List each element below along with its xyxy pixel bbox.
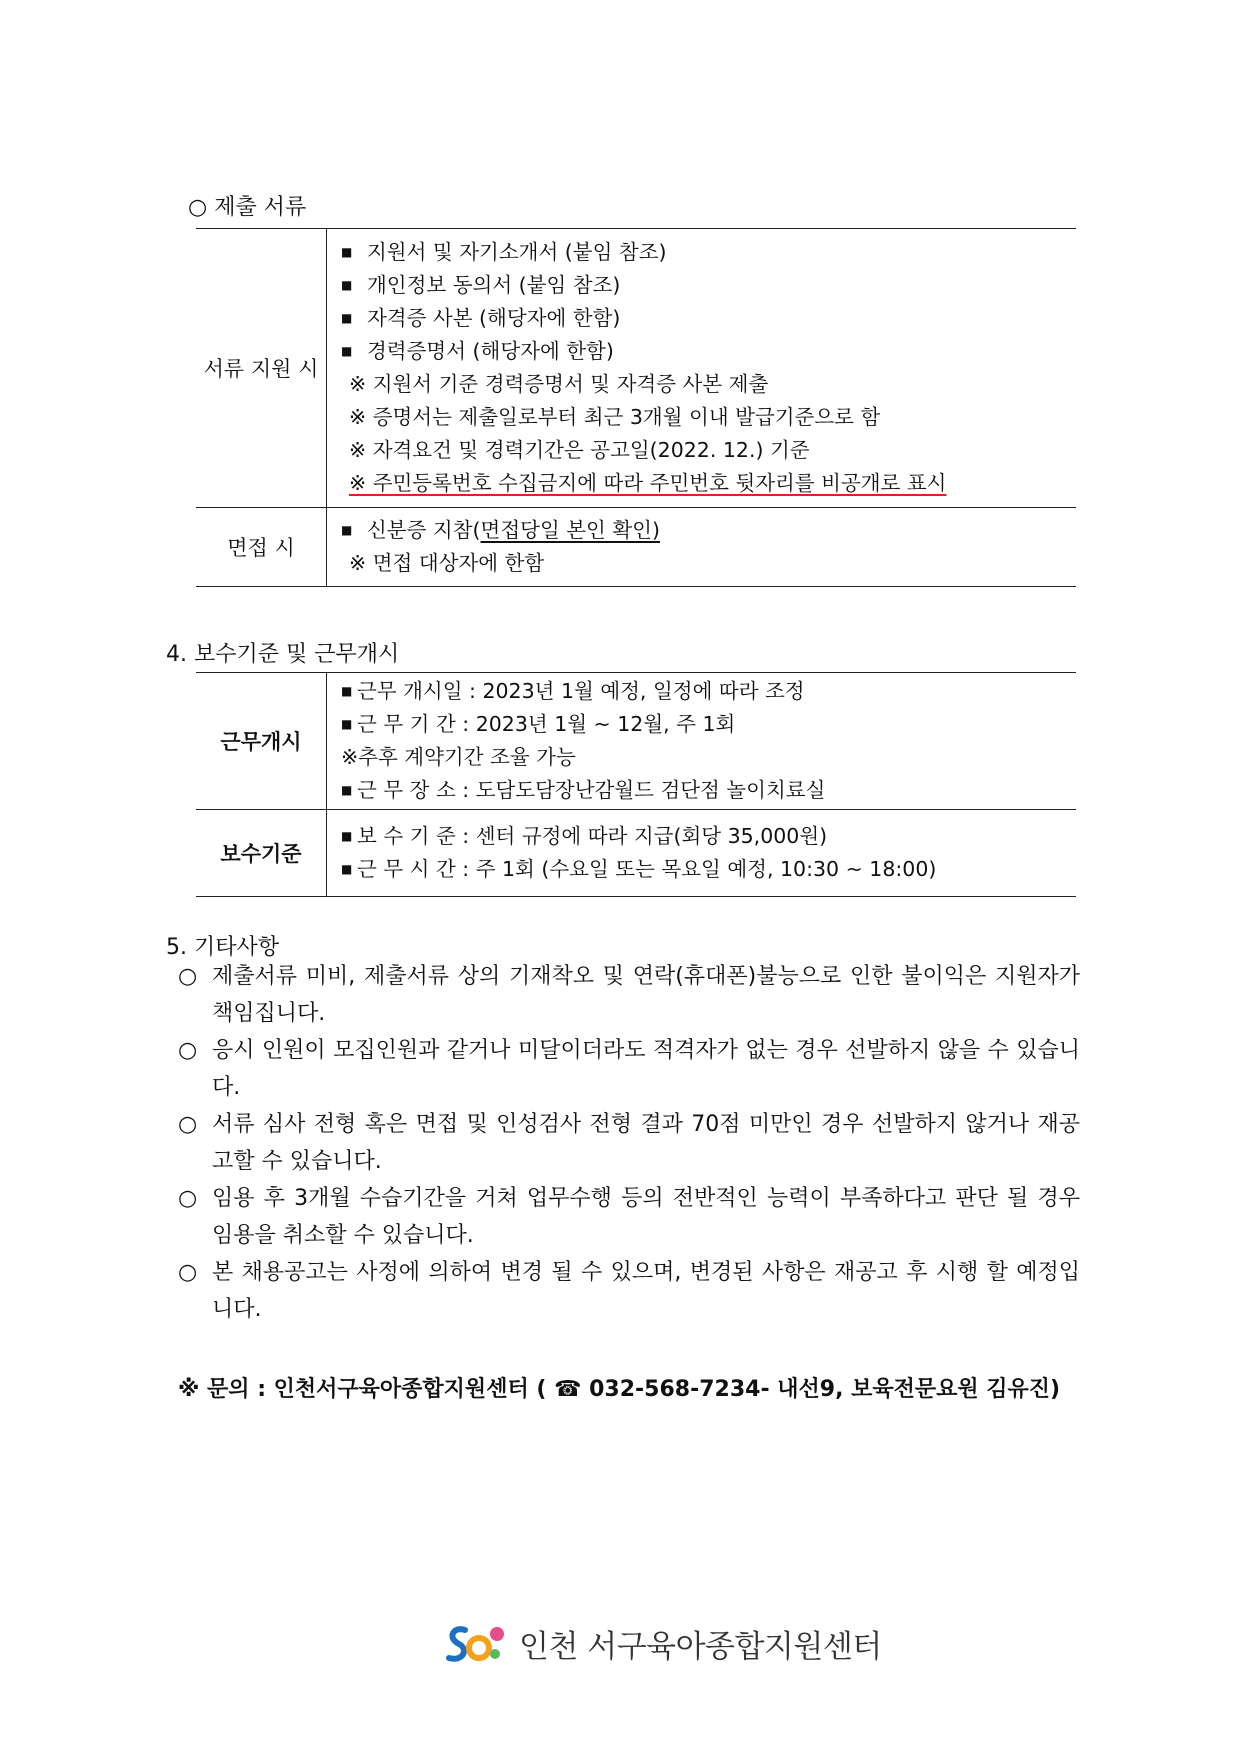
list-item: ■ 근 무 장 소 : 도담도담장난감월드 검단점 놀이치료실 bbox=[341, 774, 1076, 807]
pay-heading: 4. 보수기준 및 근무개시 bbox=[166, 642, 400, 667]
org-logo-icon bbox=[445, 1618, 509, 1668]
row-content bbox=[327, 229, 1077, 508]
row-label: 서류 지원 시 bbox=[196, 229, 327, 508]
circle-bullet: ○ bbox=[178, 1038, 198, 1063]
list-item: ■ 지원서 및 자기소개서 (붙임 참조) bbox=[341, 236, 1076, 269]
list-item-text: 제출서류 미비, 제출서류 상의 기재착오 및 연락(휴대폰)불능으로 인한 불이익은 지원자가 책임집니다. bbox=[212, 964, 1080, 1026]
etc-heading: 5. 기타사항 bbox=[166, 935, 279, 960]
row-content bbox=[327, 673, 1077, 810]
table-row bbox=[196, 810, 1076, 897]
list-item: ■ 근 무 시 간 : 주 1회 (수요일 또는 목요일 예정, 10:30 ~ 18:00) bbox=[341, 853, 1076, 886]
circle-bullet: ○ bbox=[178, 1260, 198, 1285]
circle-bullet: ○ bbox=[178, 1112, 198, 1137]
note-item: ※ 지원서 기준 경력증명서 및 자격증 사본 제출 bbox=[349, 372, 769, 396]
pay-table bbox=[196, 672, 1076, 897]
list-item bbox=[178, 1106, 1080, 1180]
list-item-text: 서류 심사 전형 혹은 면접 및 인성검사 전형 결과 70점 미만인 경우 선발하지 않거나 재공고할 수 있습니다. bbox=[212, 1112, 1080, 1174]
org-name: 인천 서구육아종합지원센터 bbox=[519, 1628, 882, 1665]
list-item-text: 임용 후 3개월 수습기간을 거쳐 업무수행 등의 전반적인 능력이 부족하다고 판단 될 경우 임용을 취소할 수 있습니다. bbox=[212, 1186, 1080, 1248]
row-content bbox=[327, 810, 1077, 897]
list-item-text: 응시 인원이 모집인원과 같거나 미달이더라도 적격자가 없는 경우 선발하지 않을 수 있습니다. bbox=[212, 1038, 1080, 1100]
table-row bbox=[196, 229, 1076, 508]
list-item: ■ 자격증 사본 (해당자에 한함) bbox=[341, 302, 1076, 335]
list-item bbox=[178, 1180, 1080, 1254]
table-row bbox=[196, 673, 1076, 810]
list-item: ■ 근무 개시일 : 2023년 1월 예정, 일정에 따라 조정 bbox=[341, 675, 1076, 708]
note-item: ※추후 계약기간 조율 가능 bbox=[341, 745, 576, 769]
submission-table bbox=[196, 228, 1076, 587]
circle-bullet: ○ bbox=[178, 964, 198, 989]
list-item-text: 신분증 지참( bbox=[367, 518, 481, 542]
note-item-highlight bbox=[341, 467, 1076, 500]
row-content bbox=[327, 508, 1077, 587]
list-item: ■ 보 수 기 준 : 센터 규정에 따라 지급(회당 35,000원) bbox=[341, 820, 1076, 853]
list-item bbox=[341, 514, 1076, 547]
list-item: ■ 경력증명서 (해당자에 한함) bbox=[341, 335, 1076, 368]
note-item: ※ 증명서는 제출일로부터 최근 3개월 이내 발급기준으로 함 bbox=[349, 405, 881, 429]
row-label: 면접 시 bbox=[196, 508, 327, 587]
red-underlined-text: ※ 주민등록번호 수집금지에 따라 주민번호 뒷자리를 비공개로 표시 bbox=[349, 471, 947, 495]
row-label: 보수기준 bbox=[196, 810, 327, 897]
note-item: ※ 면접 대상자에 한함 bbox=[349, 551, 545, 575]
submission-heading: ○ 제출 서류 bbox=[188, 195, 307, 220]
footer-logo bbox=[445, 1618, 882, 1668]
row-label: 근무개시 bbox=[196, 673, 327, 810]
list-item bbox=[178, 1032, 1080, 1106]
underlined-text: 면접당일 본인 확인) bbox=[480, 518, 660, 542]
list-item bbox=[178, 1254, 1080, 1328]
list-item bbox=[178, 958, 1080, 1032]
table-row bbox=[196, 508, 1076, 587]
list-item: ■ 근 무 기 간 : 2023년 1월 ~ 12월, 주 1회 bbox=[341, 708, 1076, 741]
circle-bullet: ○ bbox=[178, 1186, 198, 1211]
etc-list bbox=[178, 958, 1080, 1328]
list-item: ■ 개인정보 동의서 (붙임 참조) bbox=[341, 269, 1076, 302]
list-item-text: 본 채용공고는 사정에 의하여 변경 될 수 있으며, 변경된 사항은 재공고 후 시행 할 예정입니다. bbox=[212, 1260, 1080, 1322]
note-item: ※ 자격요건 및 경력기간은 공고일(2022. 12.) 기준 bbox=[349, 438, 810, 462]
contact-info: ※ 문의 : 인천서구육아종합지원센터 ( ☎ 032-568-7234- 내선9, 보육전문요원 김유진) bbox=[178, 1377, 1061, 1402]
